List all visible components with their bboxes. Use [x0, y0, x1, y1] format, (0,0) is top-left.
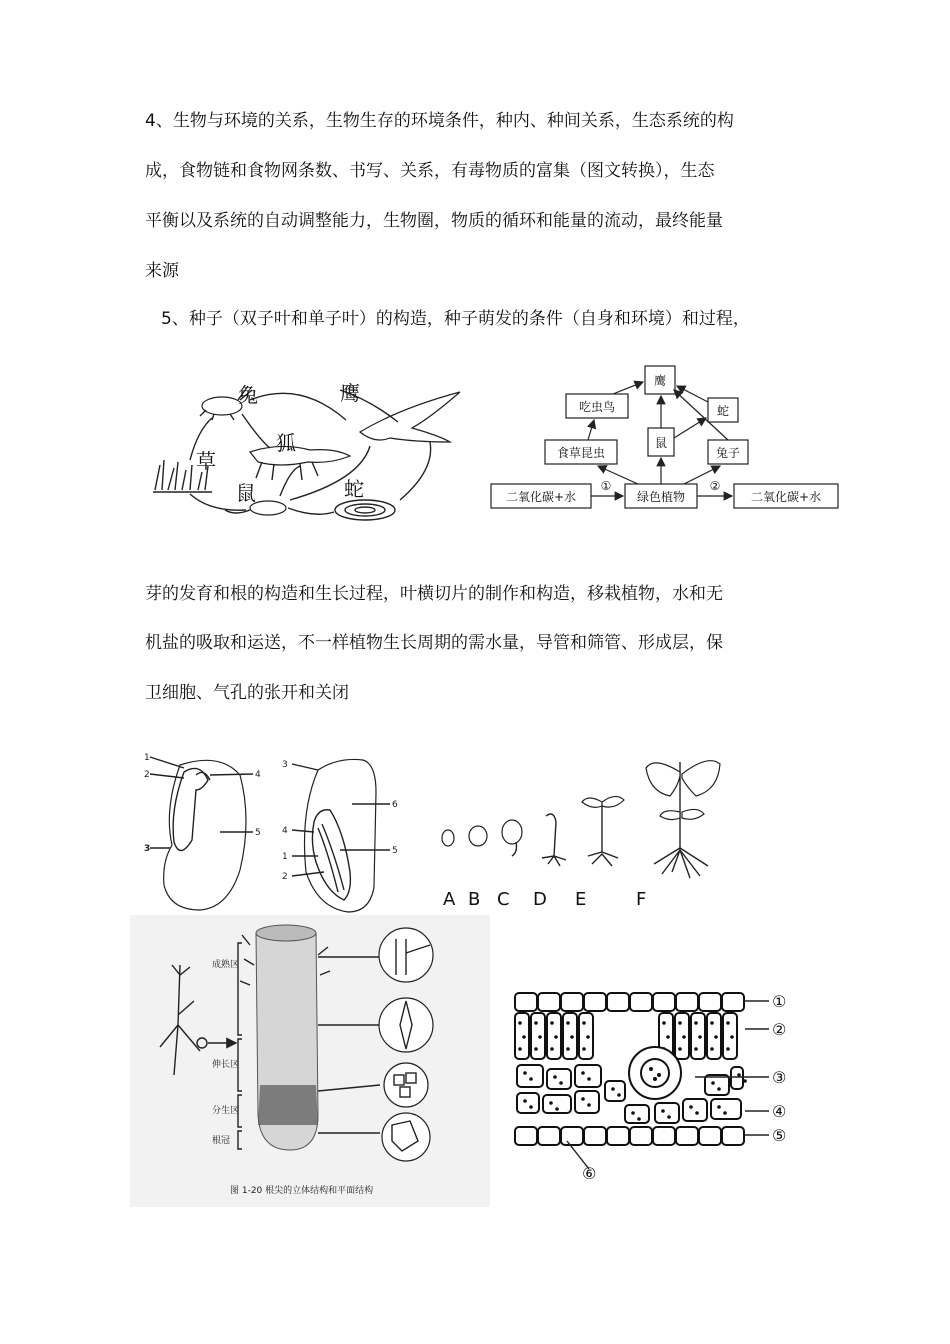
label-fox: 狐 — [276, 431, 296, 455]
chloroplast — [666, 1035, 670, 1039]
chloroplast — [549, 1101, 553, 1105]
paragraph-5-line-1: 5、种子（双子叶和单子叶）的构造，种子萌发的条件（自身和环境）和过程， — [161, 309, 750, 329]
chloroplast — [695, 1111, 699, 1115]
root-tip-diagram — [130, 915, 490, 1207]
leaf-label-4: ④ — [772, 1102, 787, 1121]
chloroplast — [711, 1081, 715, 1085]
box-eagle-label: 鹰 — [653, 374, 667, 388]
chloroplast — [529, 1105, 533, 1109]
germination-diagram — [432, 752, 737, 887]
arrow-mouse-snake — [674, 418, 706, 438]
stage-label-d: D — [533, 889, 547, 910]
arrow-rabbit-fox — [242, 414, 270, 448]
epidermis-cell — [653, 1127, 675, 1145]
box-co2-water-right-label: 二氧化碳+水 — [750, 490, 822, 504]
chloroplast — [631, 1111, 635, 1115]
stage-label-a: A — [443, 889, 456, 910]
stage-label-f: F — [636, 889, 647, 910]
arrow-snake-eagle — [400, 442, 431, 500]
stage-label-e: E — [575, 889, 587, 910]
arrow-snake-eagle — [677, 386, 708, 402]
paragraph-4-line-3: 平衡以及系统的自动调整能力，生物圈，物质的循环和能量的流动，最终能量 — [145, 211, 723, 231]
arrow-rabbit-eagle — [250, 393, 346, 420]
bean-seed-diagram — [140, 750, 270, 915]
root-tip-caption: 图 1-20 根尖的立体结构和平面结构 — [230, 1186, 374, 1196]
chloroplast — [582, 1047, 586, 1051]
leaf-label-1: ① — [772, 992, 787, 1011]
chloroplast — [662, 1021, 666, 1025]
chloroplast — [678, 1021, 682, 1025]
food-web-sketch — [150, 370, 480, 530]
chloroplast — [550, 1021, 554, 1025]
palisade-cell — [531, 1013, 545, 1059]
epidermis-cell — [561, 1127, 583, 1145]
chloroplast — [694, 1021, 698, 1025]
chloroplast — [667, 1115, 671, 1119]
spongy-cell — [705, 1075, 729, 1095]
spongy-cell — [711, 1099, 741, 1119]
spongy-cell — [517, 1065, 543, 1087]
spongy-cell — [605, 1081, 625, 1101]
box-snake-label: 蛇 — [716, 404, 730, 418]
palisade-cell — [707, 1013, 721, 1059]
chloroplast — [587, 1077, 591, 1081]
zone-elongation-label: 伸长区 — [212, 1060, 240, 1070]
label-grass: 草 — [196, 449, 216, 473]
chloroplast — [523, 1071, 527, 1075]
chloroplast — [581, 1071, 585, 1075]
chloroplast — [566, 1021, 570, 1025]
chloroplast — [726, 1047, 730, 1051]
chloroplast — [714, 1035, 718, 1039]
epidermis-cell — [515, 993, 537, 1011]
cell-detail-meristem — [384, 1063, 428, 1107]
chloroplast — [710, 1021, 714, 1025]
chloroplast — [678, 1047, 682, 1051]
zone-cap-label: 根冠 — [212, 1136, 231, 1146]
label-eagle: 鹰 — [340, 381, 360, 405]
box-green-plant-label: 绿色植物 — [636, 490, 686, 504]
chloroplast — [694, 1047, 698, 1051]
chloroplast — [534, 1021, 538, 1025]
chloroplast — [554, 1035, 558, 1039]
chloroplast — [682, 1035, 686, 1039]
palisade-cell — [547, 1013, 561, 1059]
palisade-cell — [563, 1013, 577, 1059]
stage-label-b: B — [468, 889, 481, 910]
epidermis-cell — [653, 993, 675, 1011]
leaf-label-2: ② — [772, 1020, 787, 1039]
fox-illustration — [250, 446, 350, 480]
epidermis-cell — [676, 1127, 698, 1145]
spongy-cell — [575, 1065, 601, 1087]
chloroplast — [689, 1105, 693, 1109]
bean-label-5: 5 — [255, 828, 261, 838]
cell-detail-elongation — [379, 998, 433, 1052]
chloroplast — [586, 1035, 590, 1039]
leaf-section-diagram — [505, 985, 810, 1180]
box-co2-water-left-label: 二氧化碳+水 — [505, 490, 577, 504]
chloroplast — [717, 1105, 721, 1109]
epidermis-cell — [676, 993, 698, 1011]
palisade-cell — [579, 1013, 593, 1059]
chloroplast — [523, 1099, 527, 1103]
stage-a-seed — [442, 830, 454, 846]
step-1-label: ① — [600, 479, 612, 493]
paragraph-4-line-4: 来源 — [145, 261, 179, 281]
chloroplast — [581, 1097, 585, 1101]
chloroplast — [743, 1079, 747, 1083]
corn-seed-diagram — [278, 752, 408, 917]
chloroplast — [587, 1103, 591, 1107]
spongy-cell — [625, 1105, 649, 1123]
chloroplast — [534, 1047, 538, 1051]
cell-detail-cap — [382, 1113, 430, 1161]
bean-label-2: 2 — [144, 770, 150, 780]
arrow-mouse-snake — [288, 508, 334, 514]
label-rabbit: 兔 — [238, 383, 258, 407]
chloroplast — [555, 1107, 559, 1111]
arrow-bird-eagle — [613, 382, 643, 394]
stage-f-plant — [646, 761, 720, 878]
food-web-diagram — [488, 360, 843, 515]
epidermis-cell — [699, 993, 721, 1011]
spongy-cell — [655, 1103, 679, 1123]
bean-label-1: 1 — [144, 753, 150, 763]
stage-label-c: C — [497, 889, 510, 910]
stage-d-seedling — [542, 814, 566, 866]
chloroplast — [661, 1109, 665, 1113]
epidermis-cell — [584, 1127, 606, 1145]
chloroplast — [737, 1073, 741, 1077]
bean-label-4: 4 — [255, 770, 261, 780]
bean-label-3: 3 — [144, 844, 151, 854]
palisade-cell — [515, 1013, 529, 1059]
chloroplast — [717, 1087, 721, 1091]
upper-epidermis — [515, 993, 744, 1011]
vein — [629, 1047, 681, 1099]
chloroplast — [582, 1021, 586, 1025]
arrow-mouse-fox — [280, 466, 300, 496]
leaf-label-6: ⑥ — [582, 1164, 597, 1180]
box-rabbit-label: 兔子 — [715, 446, 741, 460]
arrow-insect-bird — [588, 420, 594, 440]
epidermis-cell — [607, 993, 629, 1011]
snake-illustration — [335, 500, 395, 520]
epidermis-cell — [538, 1127, 560, 1145]
palisade-cell — [675, 1013, 689, 1059]
spongy-cell — [517, 1093, 539, 1113]
chloroplast — [611, 1087, 615, 1091]
chloroplast — [617, 1093, 621, 1097]
leaf-label-3: ③ — [772, 1068, 787, 1087]
palisade-cell — [723, 1013, 737, 1059]
label-mouse: 鼠 — [236, 481, 256, 505]
corn-label-1: 1 — [282, 852, 288, 862]
box-mouse-label: 鼠 — [654, 436, 668, 450]
chloroplast — [566, 1047, 570, 1051]
chloroplast — [726, 1021, 730, 1025]
chloroplast — [518, 1047, 522, 1051]
epidermis-cell — [584, 993, 606, 1011]
chloroplast — [570, 1035, 574, 1039]
chloroplast — [553, 1075, 557, 1079]
epidermis-cell — [699, 1127, 721, 1145]
stage-b-seed — [469, 826, 487, 846]
epidermis-cell — [630, 993, 652, 1011]
zone-meristem-label: 分生区 — [212, 1106, 240, 1116]
chloroplast — [730, 1035, 734, 1039]
chloroplast — [559, 1081, 563, 1085]
lower-epidermis — [515, 1127, 744, 1145]
box-herbivore-insect-label: 食草昆虫 — [556, 446, 606, 460]
leaf-label-5: ⑤ — [772, 1126, 787, 1145]
spongy-cell — [731, 1067, 743, 1089]
epidermis-cell — [722, 993, 744, 1011]
zone-maturation-label: 成熟区 — [212, 960, 240, 970]
step-2-label: ② — [709, 479, 721, 493]
chloroplast — [522, 1035, 526, 1039]
chloroplast — [550, 1047, 554, 1051]
paragraph-5-line-3: 机盐的吸取和运送，不一样植物生长周期的需水量，导管和筛管、形成层，保 — [145, 633, 723, 653]
corn-label-3: 3 — [282, 760, 288, 770]
palisade-tissue — [515, 1013, 737, 1059]
spongy-cell — [683, 1099, 707, 1121]
stage-e-seedling — [582, 796, 624, 866]
paragraph-5-line-4: 卫细胞、气孔的张开和关闭 — [145, 683, 349, 703]
spongy-cell — [547, 1069, 571, 1089]
palisade-cell — [691, 1013, 705, 1059]
epidermis-cell — [630, 1127, 652, 1145]
epidermis-cell — [515, 1127, 537, 1145]
epidermis-cell — [561, 993, 583, 1011]
corn-label-2: 2 — [282, 872, 288, 882]
chloroplast — [637, 1117, 641, 1121]
cell-detail-maturation — [379, 928, 433, 982]
paragraph-4-line-2: 成，食物链和食物网条数、书写、关系，有毒物质的富集（图文转换），生态 — [145, 161, 715, 181]
chloroplast — [698, 1035, 702, 1039]
chloroplast — [538, 1035, 542, 1039]
chloroplast — [518, 1021, 522, 1025]
epidermis-cell — [538, 993, 560, 1011]
box-insect-bird-label: 吃虫鸟 — [578, 400, 616, 414]
spongy-cell — [575, 1091, 599, 1113]
stage-c-seedling — [502, 820, 522, 856]
epidermis-cell — [722, 1127, 744, 1145]
epidermis-cell — [607, 1127, 629, 1145]
paragraph-5-line-2: 芽的发育和根的构造和生长过程，叶横切片的制作和构造，移栽植物，水和无 — [145, 584, 723, 604]
corn-label-4: 4 — [282, 826, 288, 836]
corn-label-5: 5 — [392, 846, 398, 856]
corn-label-6: 6 — [392, 800, 398, 810]
chloroplast — [710, 1047, 714, 1051]
paragraph-4-line-1: 4、生物与环境的关系，生物生存的环境条件，种内、种间关系，生态系统的构 — [145, 111, 734, 131]
label-snake: 蛇 — [344, 477, 364, 501]
chloroplast — [529, 1077, 533, 1081]
chloroplast — [723, 1111, 727, 1115]
